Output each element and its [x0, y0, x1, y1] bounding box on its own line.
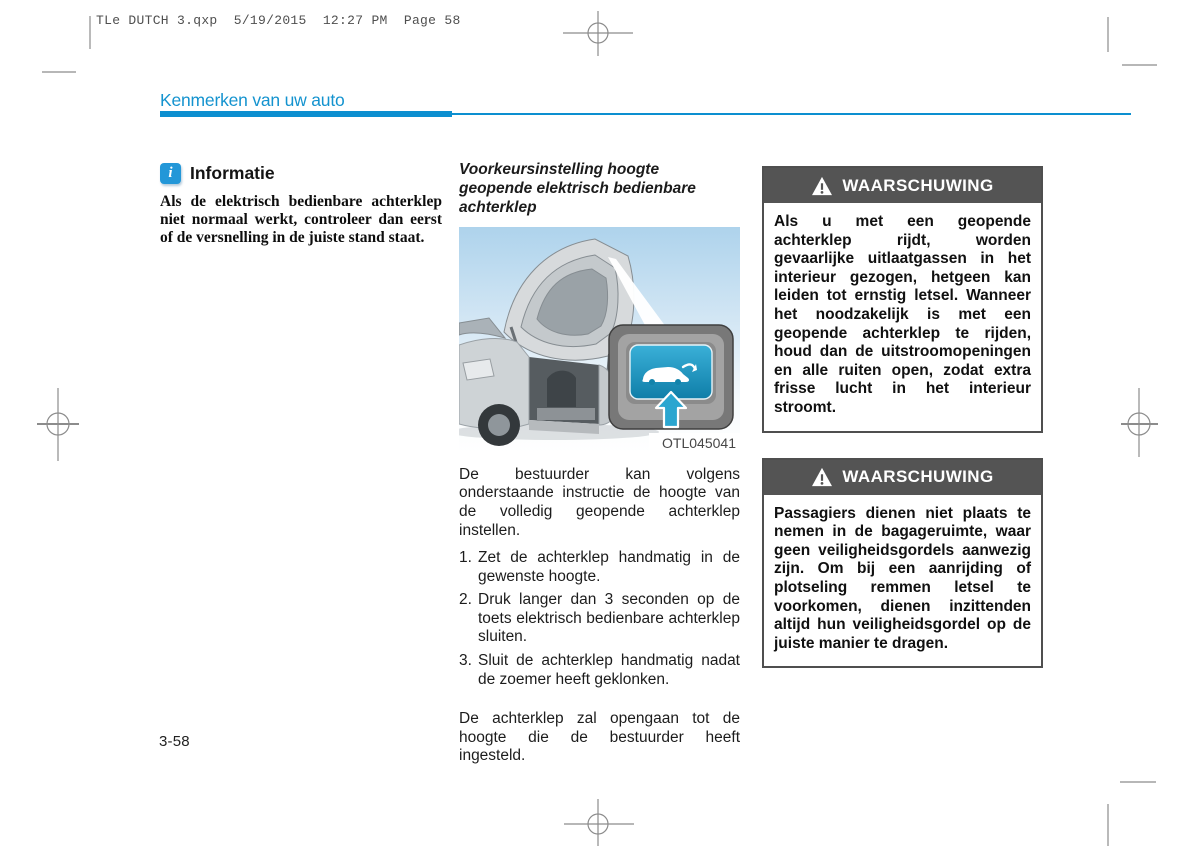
warning-icon: [811, 176, 833, 196]
page-number: 3-58: [159, 733, 190, 750]
step-number: 3.: [459, 652, 472, 670]
article-column: [459, 161, 740, 766]
info-note-title: Informatie: [190, 163, 275, 183]
info-note: [160, 163, 442, 247]
warning-icon: [811, 467, 833, 487]
title-rule-thick: [160, 111, 452, 117]
step-number: 1.: [459, 549, 472, 567]
figure-car-tailgate: [459, 227, 740, 453]
warning-header: [764, 460, 1041, 495]
figure-code: OTL045041: [662, 434, 736, 451]
warning-body: Als u met een geopende achterklep rijdt, worden gevaarlijke uitlaatgassen in het interieur gezogen, hetgeen kan leiden tot ernstig letsel. Wanneer het noodzakelijk is met een geopende achterklep te rijden, houd dan de uitstroomopeningen en alle ruiten open, zodat extra frisse lucht in het interieur stroomt.: [774, 213, 1031, 416]
warning-box: [762, 458, 1043, 669]
warning-body: Passagiers dienen niet plaats te nemen in de bagageruimte, waar geen veiligheidsgordels aanwezig zijn. Om bij een aanrijding of plotseling remmen letsel te voorkomen, dienen inzittenden altijd hun veiligheidsgordel op de juiste manier te dragen.: [774, 504, 1031, 652]
warning-header: [764, 168, 1041, 203]
section-heading-line: geopende elektrisch bedienbare: [459, 179, 696, 197]
warning-title: WAARSCHUWING: [842, 175, 994, 195]
steps-list: [459, 549, 740, 689]
section-heading-line: Voorkeursinstelling hoogte: [459, 161, 660, 178]
step-item: [459, 652, 740, 689]
info-note-body: Als de elektrisch bedienbare achterklep niet normaal werkt, controleer dan eerst of de versnelling in de juiste stand staat.: [160, 193, 442, 247]
step-number: 2.: [459, 591, 472, 609]
title-rule-thin: [452, 113, 1131, 115]
section-heading: [459, 161, 740, 218]
page-title: Kenmerken van uw auto: [160, 90, 345, 110]
warning-box: [762, 166, 1043, 433]
outro-paragraph: De achterklep zal opengaan tot de hoogte die de bestuurder heeft ingesteld.: [459, 710, 740, 765]
intro-paragraph: De bestuurder kan volgens onderstaande instructie de hoogte van de volledig geopende achterklep instellen.: [459, 465, 740, 539]
warning-title: WAARSCHUWING: [842, 467, 994, 487]
step-text: Sluit de achterklep handmatig nadat de zoemer heeft geklonken.: [478, 652, 740, 688]
step-text: Druk langer dan 3 seconden op de toets elektrisch bedienbare achterklep sluiten.: [478, 591, 740, 646]
print-slug: TLe DUTCH 3.qxp 5/19/2015 12:27 PM Page 58: [96, 13, 461, 28]
section-heading-line: achterklep: [459, 198, 537, 216]
step-item: [459, 591, 740, 647]
step-item: [459, 549, 740, 586]
warnings-column: [762, 166, 1043, 668]
info-icon: i: [160, 163, 181, 184]
step-text: Zet de achterklep handmatig in de gewenste hoogte.: [478, 549, 740, 585]
